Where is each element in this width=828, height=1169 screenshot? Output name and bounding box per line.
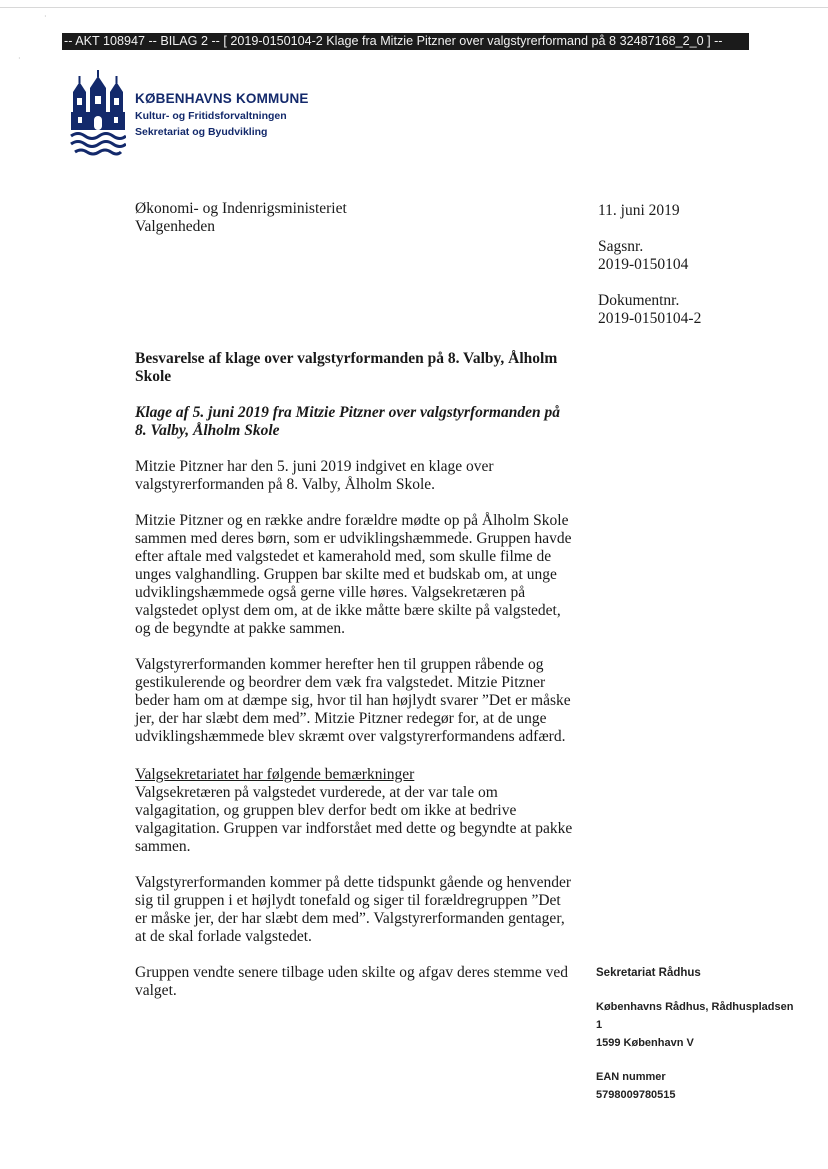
document-number-label: Dokumentnr. (598, 292, 680, 309)
text-line: sig til gruppen i et højlydt tonefald og siger til forældregruppen ”Det (135, 892, 561, 909)
sidebar-address-line: 1 (596, 1019, 603, 1031)
ean-value: 5798009780515 (596, 1089, 676, 1101)
recipient-line: Økonomi- og Indenrigsministeriet (135, 200, 347, 217)
text-line: jer, der har slæbt dem med”. Mitzie Pitzner redegør for, at de unge (135, 710, 547, 727)
heading-line: Besvarelse af klage over valgstyrformanden på 8. Valby, Ålholm (135, 350, 558, 367)
paragraph-1 (135, 458, 585, 494)
recipient-address (135, 200, 347, 236)
ean-label: EAN nummer (596, 1071, 666, 1083)
text-line: unges valghandling. Gruppen bar skilte med et budskab om, at unge (135, 566, 557, 583)
case-number-label: Sagsnr. (598, 238, 644, 255)
section-name: Sekretariat og Byudvikling (135, 126, 268, 138)
text-line: efter aftale med valgstedet et kamerahold med, som skulle filme de (135, 548, 552, 565)
document-number-value: 2019-0150104-2 (598, 310, 702, 327)
text-line: valget. (135, 982, 177, 999)
text-line: Valgstyrerformanden kommer herefter hen til gruppen råbende og (135, 656, 544, 673)
sidebar-address-line: Københavns Rådhus, Rådhuspladsen (596, 1001, 794, 1013)
text-line: valgstyrerformanden på 8. Valby, Ålholm Skole. (135, 476, 436, 493)
subheading-line: 8. Valby, Ålholm Skole (135, 422, 280, 439)
scan-speck: · (44, 12, 47, 21)
letter-subheading (135, 404, 585, 440)
text-line: udviklingshæmmede blev skræmt over valgstyrerformandens adfærd. (135, 728, 566, 745)
sidebar-title: Sekretariat Rådhus (596, 967, 701, 979)
text-line: Gruppen vendte senere tilbage uden skilte og afgav deres stemme ved (135, 964, 568, 981)
text-line: sammen med deres børn, som er udviklingshæmmede. Gruppen havde (135, 530, 572, 547)
text-line: er måske jer, der har slæbt dem med”. Valgstyrerformanden gentager, (135, 910, 565, 927)
sender-address-sidebar (596, 964, 793, 1104)
department-name: Kultur- og Fritidsforvaltningen (135, 110, 287, 122)
paragraph-2 (135, 512, 585, 638)
text-line: sammen. (135, 838, 191, 855)
heading-line: Skole (135, 368, 172, 385)
text-line: valgagitation. Gruppen var indforstået med dette og begyndte at pakke (135, 820, 573, 837)
text-line: og de begyndte at pakke sammen. (135, 620, 346, 637)
text-line: beder ham om at dæmpe sig, hvor til han højlydt svarer ”Det er måske (135, 692, 571, 709)
sidebar-address-line: 1599 København V (596, 1037, 694, 1049)
document-number-block (598, 292, 701, 328)
case-number-value: 2019-0150104 (598, 256, 689, 273)
text-line: gestikulerende og beordrer dem væk fra valgstedet. Mitzie Pitzner (135, 674, 546, 691)
text-line: Mitzie Pitzner har den 5. juni 2019 indgivet en klage over (135, 458, 494, 475)
paragraph-3 (135, 656, 585, 746)
text-line: udviklingshæmmede også gerne ville høres. Valgsekretæren på (135, 584, 526, 601)
organization-header (135, 90, 309, 140)
remarks-heading: Valgsekretariatet har følgende bemærkninger (135, 766, 415, 783)
text-line: valgstedet oplyst dem om, at de ikke måtte bære skilte på valgstedet, (135, 602, 561, 619)
scan-edge-line (0, 7, 828, 8)
paragraph-5 (135, 874, 585, 946)
organization-name: KØBENHAVNS KOMMUNE (135, 91, 309, 106)
text-line: Mitzie Pitzner og en række andre forældre mødte op på Ålholm Skole (135, 512, 569, 529)
text-line: at de skal forlade valgstedet. (135, 928, 312, 945)
letter-heading (135, 350, 585, 386)
scan-speck: · (18, 54, 21, 63)
subheading-line: Klage af 5. juni 2019 fra Mitzie Pitzner over valgstyrformanden på (135, 404, 560, 421)
text-line: Valgstyrerformanden kommer på dette tidspunkt gående og henvender (135, 874, 572, 891)
document-stamp-bar: -- AKT 108947 -- BILAG 2 -- [ 2019-0150104-2 Klage fra Mitzie Pitzner over valgstyrerformand på 8 32487168_2_0 ] -- (62, 33, 749, 50)
remarks-section (135, 766, 585, 856)
text-line: Valgsekretæren på valgstedet vurderede, at der var tale om (135, 784, 498, 801)
kobenhavn-coat-of-arms-logo (70, 70, 126, 156)
text-line: valgagitation, og gruppen blev derfor bedt om ikke at bedrive (135, 802, 517, 819)
recipient-line: Valgenheden (135, 218, 216, 235)
paragraph-6 (135, 964, 585, 1000)
letter-date: 11. juni 2019 (598, 202, 680, 219)
case-number-block (598, 238, 688, 274)
